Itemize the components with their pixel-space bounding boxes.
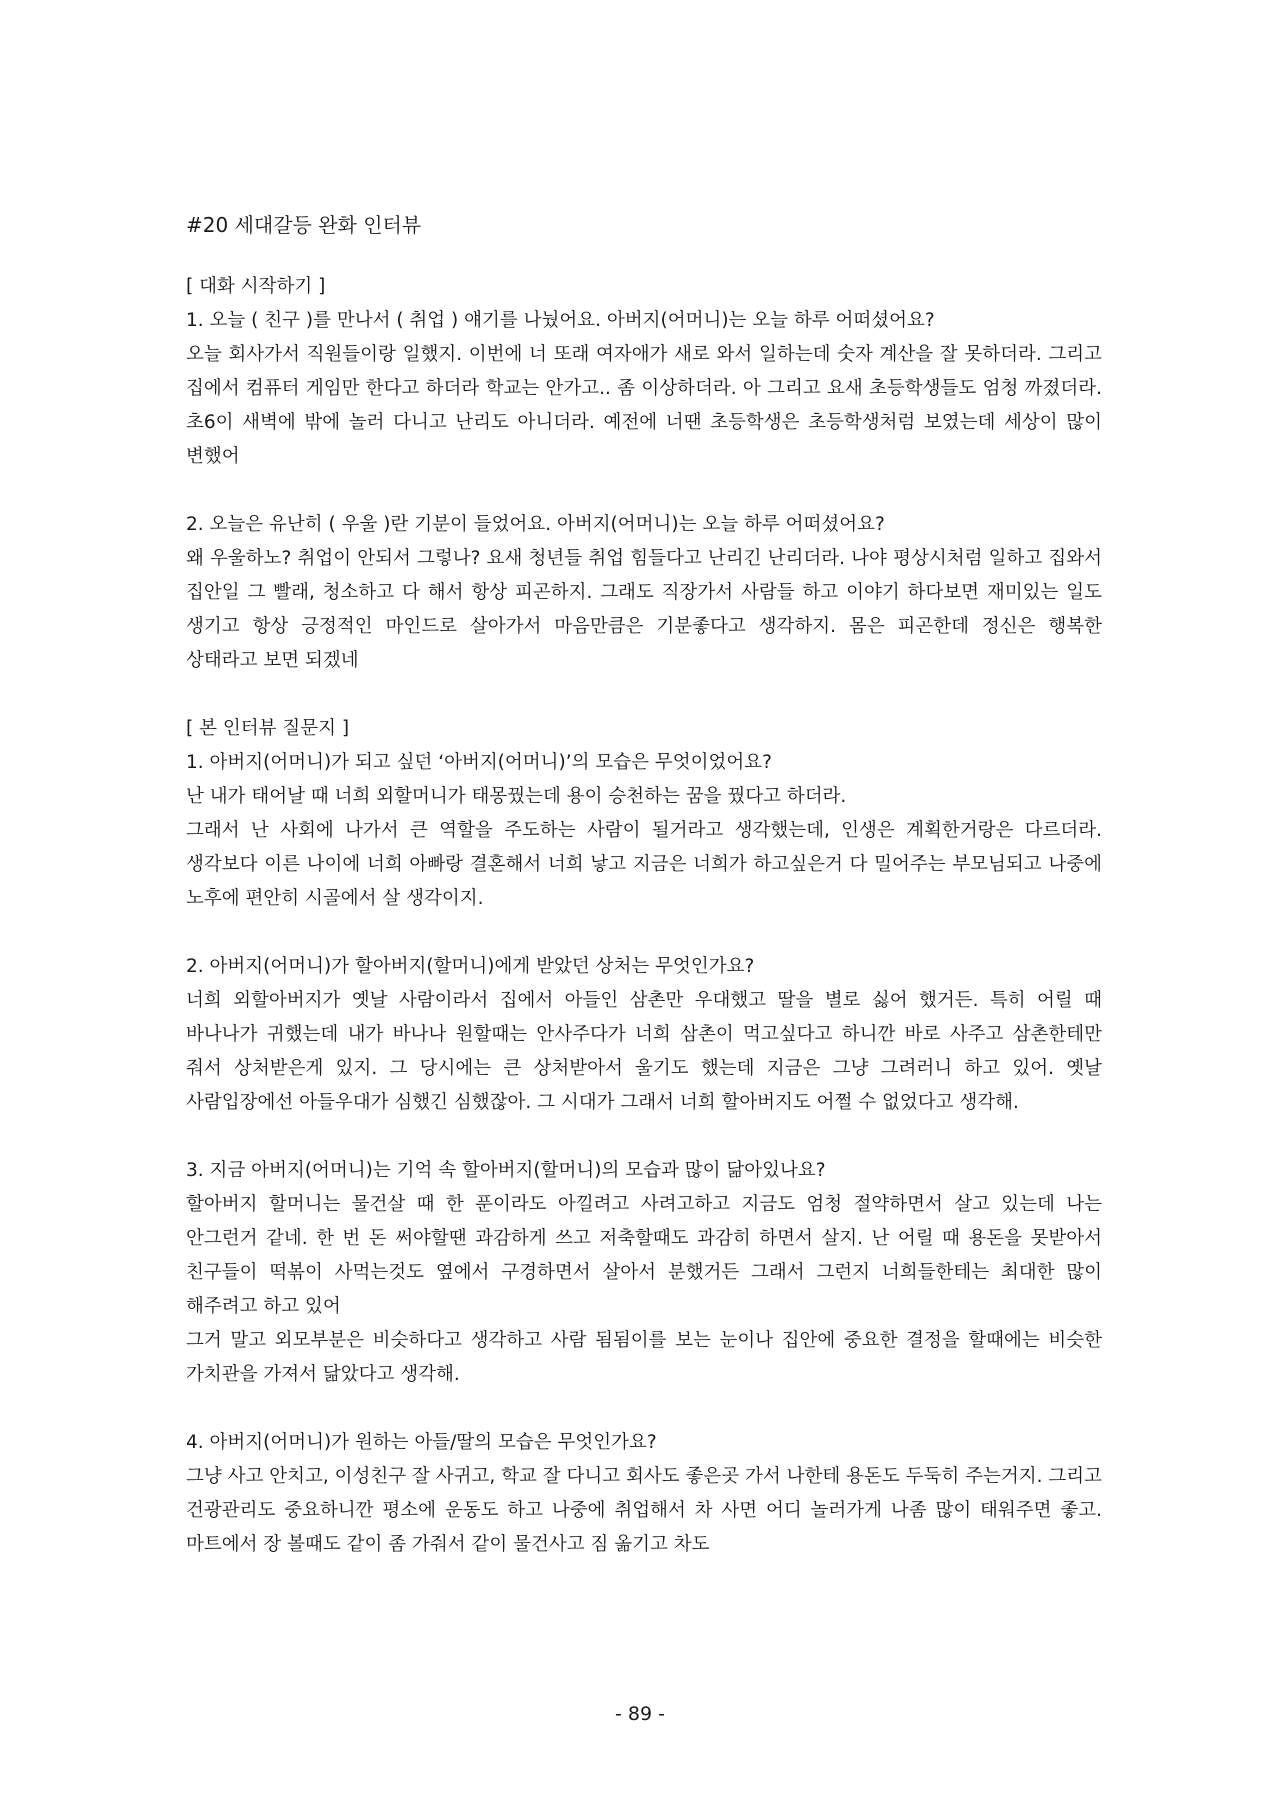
qa-item: [186, 950, 1102, 1120]
section-heading: [ 본 인터뷰 질문지 ]: [186, 718, 350, 739]
document-body: [186, 208, 1102, 1562]
document-title: #20 세대갈등 완화 인터뷰: [186, 213, 422, 237]
page-number: - 89 -: [615, 1703, 665, 1725]
section-heading: [ 대화 시작하기 ]: [186, 276, 326, 297]
question-text: 3. 지금 아버지(어머니)는 기억 속 할아버지(할머니)의 모습과 많이 닮아있나요?: [186, 1160, 826, 1181]
answer-text: 난 내가 태어날 때 너희 외할머니가 태몽꿨는데 용이 승천하는 꿈을 꿨다고 하더라. 그래서 난 사회에 나가서 큰 역할을 주도하는 사람이 될거라고 생각했는데, 인생은 계획한거랑은 다르더라. 생각보다 이른 나이에 너희 아빠랑 결혼해서 너희 낳고 지금은 너희가 하고싶은거 다 밀어주는 부모님되고 나중에 노후에 편안히 시골에서 살 생각이지.: [186, 786, 1102, 909]
section-conversation-start: [186, 270, 1102, 678]
answer-text: 너희 외할아버지가 옛날 사람이라서 집에서 아들인 삼촌만 우대했고 딸을 별로 싫어 했거든. 특히 어릴 때 바나나가 귀했는데 내가 바나나 원할때는 안사주다가 너희 삼촌이 먹고싶다고 하니깐 바로 사주고 삼촌한테만 줘서 상처받은게 있지. 그 당시에는 큰 상처받아서 울기도 했는데 지금은 그냥 그려러니 하고 있어. 옛날 사람입장에선 아들우대가 심했긴 심했잖아. 그 시대가 그래서 너희 할아버지도 어쩔 수 없었다고 생각해.: [186, 990, 1102, 1113]
question-text: 1. 아버지(어머니)가 되고 싶던 ‘아버지(어머니)’의 모습은 무엇이었어요?: [186, 752, 772, 773]
question-text: 2. 오늘은 유난히 ( 우울 )란 기분이 들었어요. 아버지(어머니)는 오늘 하루 어떠셨어요?: [186, 514, 885, 535]
qa-item: [186, 746, 1102, 916]
answer-text: 왜 우울하노? 취업이 안되서 그렇나? 요새 청년들 취업 힘들다고 난리긴 난리더라. 나야 평상시처럼 일하고 집와서 집안일 그 빨래, 청소하고 다 해서 항상 피곤하지. 그래도 직장가서 사람들 하고 이야기 하다보면 재미있는 일도 생기고 항상 긍정적인 마인드로 살아가서 마음만큼은 기분좋다고 생각하지. 몸은 피곤한데 정신은 행복한 상태라고 보면 되겠네: [186, 548, 1102, 671]
qa-item: [186, 1154, 1102, 1392]
qa-item: [186, 1426, 1102, 1562]
answer-text: 오늘 회사가서 직원들이랑 일했지. 이번에 너 또래 여자애가 새로 와서 일하는데 숫자 계산을 잘 못하더라. 그리고 집에서 컴퓨터 게임만 한다고 하더라 학교는 안가고.. 좀 이상하더라. 아 그리고 요새 초등학생들도 엄청 까졌더라. 초6이 새벽에 밖에 놀러 다니고 난리도 아니더라. 예전에 너땐 초등학생은 초등학생처럼 보였는데 세상이 많이 변했어: [186, 344, 1102, 467]
qa-item: [186, 508, 1102, 678]
question-text: 1. 오늘 ( 친구 )를 만나서 ( 취업 ) 얘기를 나눴어요. 아버지(어머니)는 오늘 하루 어떠셨어요?: [186, 310, 935, 331]
answer-text: 그냥 사고 안치고, 이성친구 잘 사귀고, 학교 잘 다니고 회사도 좋은곳 가서 나한테 용돈도 두둑히 주는거지. 그리고 건광관리도 중요하니깐 평소에 운동도 하고 나중에 취업해서 차 사면 어디 놀러가게 나좀 많이 태워주면 좋고. 마트에서 장 볼때도 같이 좀 가줘서 같이 물건사고 짐 옮기고 차도: [186, 1466, 1102, 1555]
answer-text: 할아버지 할머니는 물건살 때 한 푼이라도 아낄려고 사려고하고 지금도 엄청 절약하면서 살고 있는데 나는 안그런거 같네. 한 번 돈 써야할땐 과감하게 쓰고 저축할때도 과감히 하면서 살지. 난 어릴 때 용돈을 못받아서 친구들이 떡볶이 사먹는것도 옆에서 구경하면서 살아서 분했거든 그래서 그런지 너희들한테는 최대한 많이 해주려고 하고 있어 그거 말고 외모부분은 비슷하다고 생각하고 사람 됨됨이를 보는 눈이나 집안에 중요한 결정을 할때에는 비슷한 가치관을 가져서 닮았다고 생각해.: [186, 1194, 1102, 1385]
question-text: 4. 아버지(어머니)가 원하는 아들/딸의 모습은 무엇인가요?: [186, 1432, 657, 1453]
qa-item: [186, 304, 1102, 474]
question-text: 2. 아버지(어머니)가 할아버지(할머니)에게 받았던 상처는 무엇인가요?: [186, 956, 755, 977]
section-interview-questions: [186, 712, 1102, 1562]
